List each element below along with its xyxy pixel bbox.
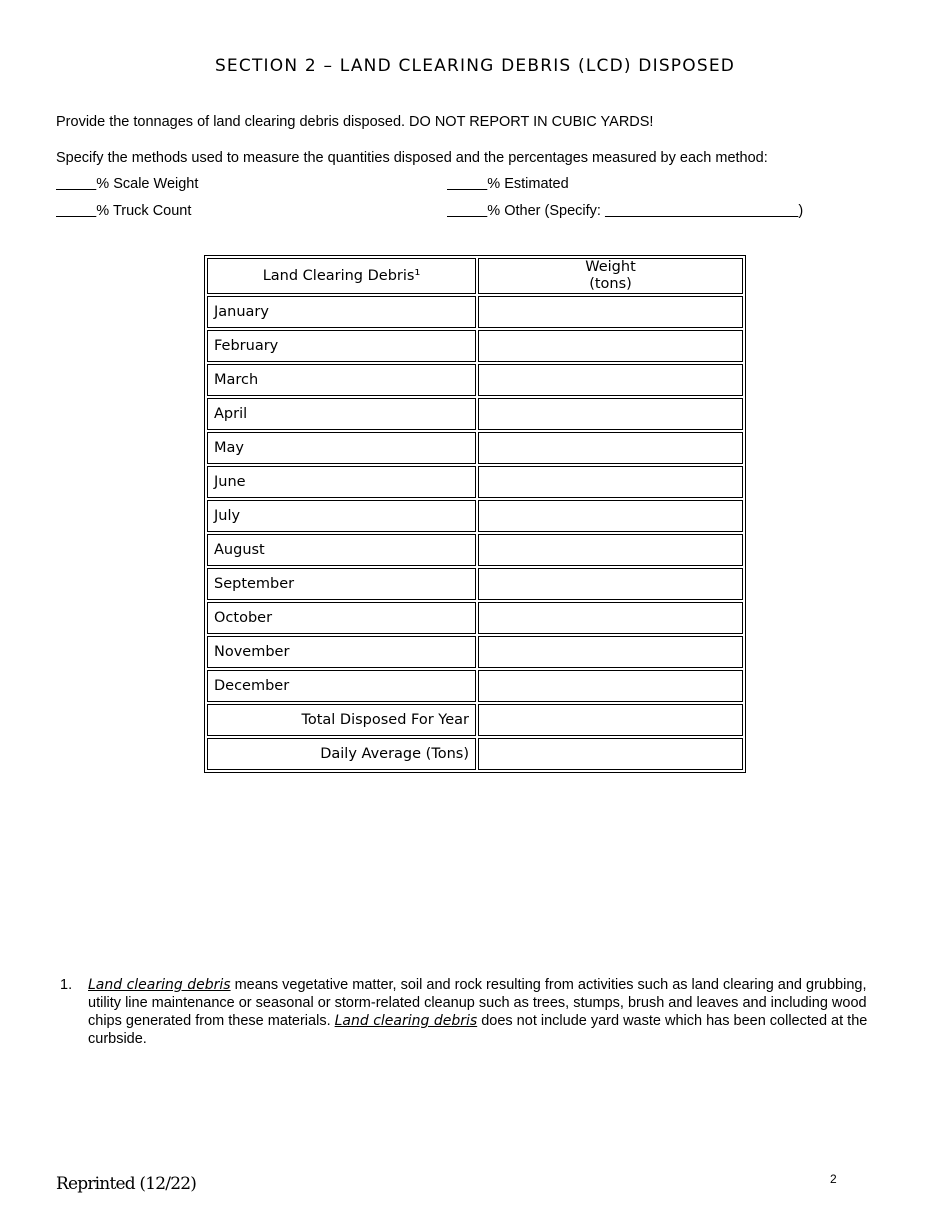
footnote-term: Land clearing debris xyxy=(88,977,231,993)
weight-input-cell[interactable] xyxy=(478,466,743,498)
footnote-number: 1. xyxy=(60,977,73,993)
weight-input-cell[interactable] xyxy=(478,432,743,464)
estimated-label: % Estimated xyxy=(487,176,569,192)
lcd-table xyxy=(204,255,746,773)
estimated-blank[interactable] xyxy=(447,176,487,192)
scale-weight-method xyxy=(56,176,198,192)
other-blank[interactable] xyxy=(447,203,487,219)
weight-input-cell[interactable] xyxy=(478,602,743,634)
weight-input-cell[interactable] xyxy=(478,364,743,396)
truck-count-blank[interactable] xyxy=(56,203,96,219)
weight-input-cell[interactable] xyxy=(478,568,743,600)
page-number: 2 xyxy=(830,1172,837,1186)
month-row xyxy=(207,330,743,362)
month-label: February xyxy=(207,330,476,362)
month-row xyxy=(207,500,743,532)
month-label: December xyxy=(207,670,476,702)
truck-count-method xyxy=(56,203,191,219)
month-row xyxy=(207,466,743,498)
month-label: June xyxy=(207,466,476,498)
estimated-method xyxy=(447,176,569,192)
other-label: % Other (Specify: xyxy=(487,203,601,219)
weight-input-cell[interactable] xyxy=(478,398,743,430)
month-row xyxy=(207,398,743,430)
month-label: March xyxy=(207,364,476,396)
reprinted-date: Reprinted (12/22) xyxy=(56,1174,197,1194)
other-method xyxy=(447,203,803,219)
footnote-term-repeat: Land clearing debris xyxy=(334,1013,478,1029)
other-close-paren: ) xyxy=(798,203,804,219)
truck-count-label: % Truck Count xyxy=(96,203,192,219)
weight-input-cell[interactable] xyxy=(478,534,743,566)
weight-input-cell[interactable] xyxy=(478,500,743,532)
header-weight: Weight (tons) xyxy=(478,258,743,294)
month-row xyxy=(207,534,743,566)
total-input-cell[interactable] xyxy=(478,704,743,736)
month-label: April xyxy=(207,398,476,430)
footnote xyxy=(60,976,890,1048)
section-title: SECTION 2 – LAND CLEARING DEBRIS (LCD) DISPOSED xyxy=(214,56,736,76)
month-label: September xyxy=(207,568,476,600)
footnote-text xyxy=(88,976,890,1048)
month-row xyxy=(207,364,743,396)
total-label: Total Disposed For Year xyxy=(207,704,476,736)
scale-weight-blank[interactable] xyxy=(56,176,96,192)
month-row xyxy=(207,568,743,600)
weight-input-cell[interactable] xyxy=(478,296,743,328)
total-row xyxy=(207,704,743,736)
month-row xyxy=(207,432,743,464)
month-row xyxy=(207,670,743,702)
weight-input-cell[interactable] xyxy=(478,636,743,668)
month-row xyxy=(207,636,743,668)
tonnage-instruction: Provide the tonnages of land clearing debris disposed. DO NOT REPORT IN CUBIC YARDS! xyxy=(56,114,654,130)
month-label: May xyxy=(207,432,476,464)
header-lcd: Land Clearing Debris¹ xyxy=(207,258,476,294)
footnote-text-part2: does not include yard waste which has been collected at the curbside. xyxy=(88,1013,868,1047)
month-label: November xyxy=(207,636,476,668)
scale-weight-label: % Scale Weight xyxy=(96,176,199,192)
average-label: Daily Average (Tons) xyxy=(207,738,476,770)
month-label: August xyxy=(207,534,476,566)
month-row xyxy=(207,602,743,634)
month-label: January xyxy=(207,296,476,328)
month-label: October xyxy=(207,602,476,634)
month-row xyxy=(207,296,743,328)
weight-input-cell[interactable] xyxy=(478,330,743,362)
footnote-text-part1: means vegetative matter, soil and rock resulting from activities such as land clearing and grubbing, utility line maintenance or seasonal or storm-related cleanup such as trees, stumps, brush and leaves and including wood chips generated from these materials. xyxy=(88,977,867,1029)
average-row xyxy=(207,738,743,770)
average-input-cell[interactable] xyxy=(478,738,743,770)
methods-instruction: Specify the methods used to measure the quantities disposed and the percentages measured by each method: xyxy=(56,150,768,166)
other-specify-blank[interactable] xyxy=(605,203,798,219)
weight-input-cell[interactable] xyxy=(478,670,743,702)
month-label: July xyxy=(207,500,476,532)
